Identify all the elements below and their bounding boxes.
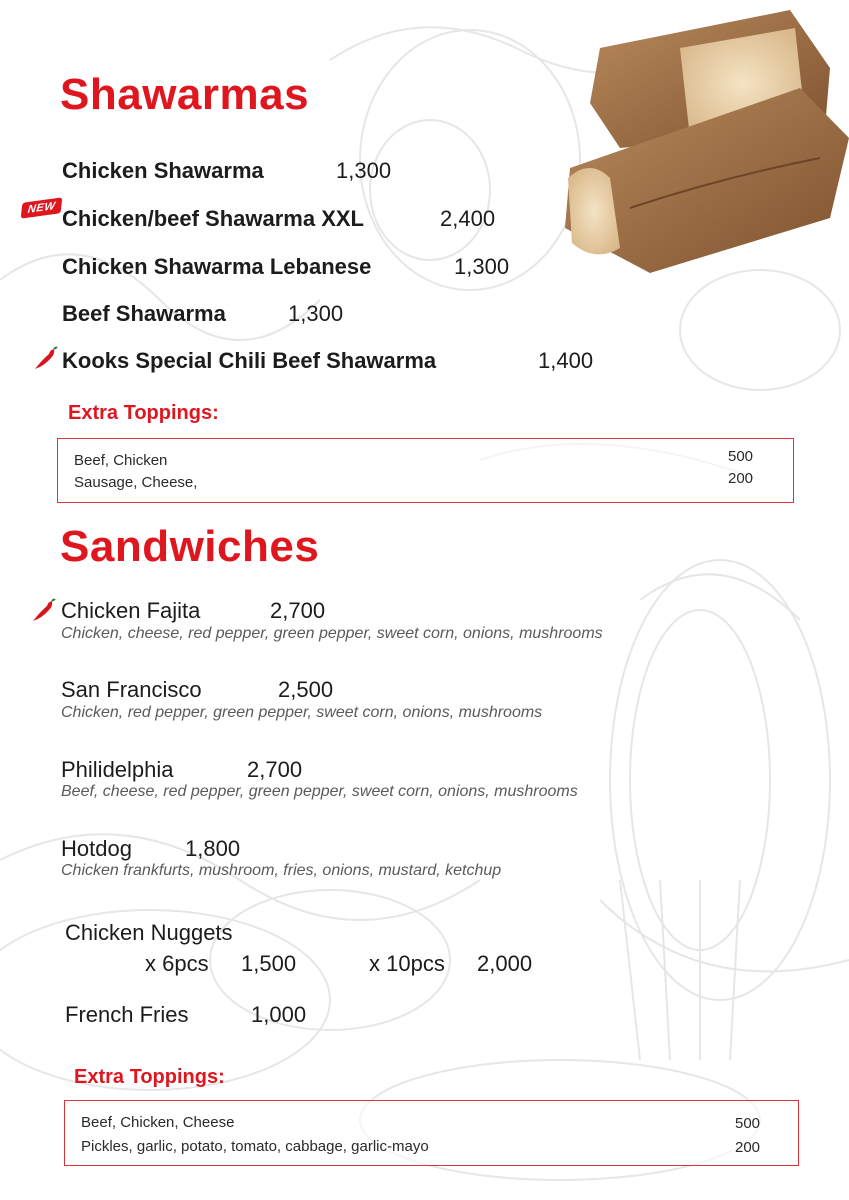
item-name: Chicken Shawarma Lebanese: [62, 254, 372, 279]
item-name: Philidelphia: [61, 757, 174, 782]
item-name: Hotdog: [61, 836, 132, 861]
menu-item: [62, 348, 436, 374]
item-price: 1,300: [288, 301, 344, 326]
nuggets-option-price: 1,500: [241, 951, 297, 976]
new-badge: NEW: [21, 197, 63, 218]
extra-toppings-title: Extra Toppings:: [68, 402, 219, 424]
item-price: 1,300: [454, 254, 510, 279]
topping-label: Pickles, garlic, potato, tomato, cabbage, garlic-mayo: [81, 1138, 429, 1155]
item-description: Chicken frankfurts, mushroom, fries, onions, mustard, ketchup: [61, 862, 502, 879]
shawarma-photo: [560, 8, 849, 283]
item-price: 2,700: [270, 598, 326, 623]
shawarmas-title: Shawarmas: [60, 70, 310, 119]
menu-item: [62, 301, 226, 327]
topping-price: 200: [735, 1139, 761, 1156]
topping-label: Beef, Chicken: [74, 452, 168, 469]
fries-name: French Fries: [65, 1002, 189, 1027]
item-name: Chicken Shawarma: [62, 158, 264, 183]
item-price: 1,300: [336, 158, 392, 183]
nuggets-option-price: 2,000: [477, 951, 533, 976]
toppings-box: [57, 438, 794, 503]
topping-label: Sausage, Cheese,: [74, 474, 198, 491]
item-price: 2,700: [247, 757, 303, 782]
chili-icon: [32, 346, 58, 372]
item-description: Chicken, cheese, red pepper, green pepper, sweet corn, onions, mushrooms: [61, 625, 603, 642]
topping-price: 500: [728, 448, 754, 465]
menu-item: [62, 158, 264, 184]
nuggets-name: Chicken Nuggets: [65, 920, 233, 945]
item-price: 1,400: [538, 348, 594, 373]
menu-item: [62, 254, 371, 280]
toppings-box: [64, 1100, 799, 1166]
item-description: Beef, cheese, red pepper, green pepper, sweet corn, onions, mushrooms: [61, 783, 578, 800]
item-description: Chicken, red pepper, green pepper, sweet corn, onions, mushrooms: [61, 704, 543, 721]
nuggets-option-label: x 10pcs: [369, 951, 445, 976]
nuggets-option-label: x 6pcs: [145, 951, 209, 976]
item-price: 2,400: [440, 206, 496, 231]
item-name: Chicken/beef Shawarma XXL: [62, 206, 364, 231]
chili-icon: [30, 598, 56, 624]
fries-price: 1,000: [251, 1002, 307, 1027]
sandwiches-title: Sandwiches: [60, 522, 320, 571]
topping-price: 200: [728, 470, 754, 487]
item-price: 1,800: [185, 836, 241, 861]
item-name: Chicken Fajita: [61, 598, 201, 623]
extra-toppings-title: Extra Toppings:: [74, 1066, 225, 1088]
menu-item: [62, 206, 364, 232]
topping-price: 500: [735, 1115, 761, 1132]
topping-label: Beef, Chicken, Cheese: [81, 1114, 235, 1131]
item-name: San Francisco: [61, 677, 202, 702]
item-name: Beef Shawarma: [62, 301, 226, 326]
item-price: 2,500: [278, 677, 334, 702]
item-name: Kooks Special Chili Beef Shawarma: [62, 348, 437, 373]
